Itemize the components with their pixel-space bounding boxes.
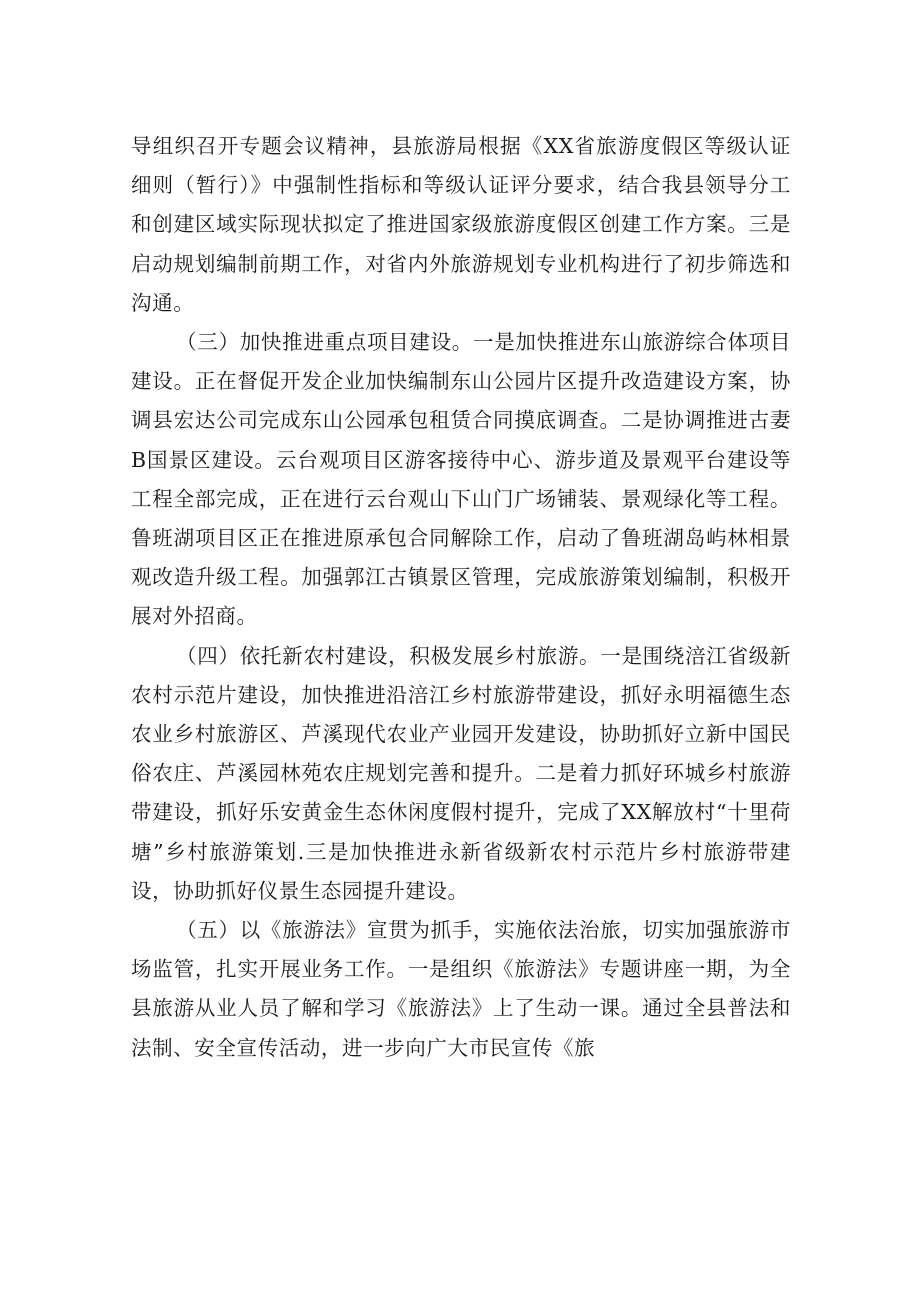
paragraph-continuation: 导组织召开专题会议精神，县旅游局根据《XX省旅游度假区等级认证细则（暂行）》中强制性指标和等级认证评分要求，结合我县领导分工和创建区域实际现状拟定了推进国家级旅游度假区创建工作方案。三是启动规划编制前期工作，对省内外旅游规划专业机构进行了初步筛选和沟通。	[131, 134, 791, 315]
body-text	[131, 127, 791, 1068]
paragraph-section-5: （五）以《旅游法》宣贯为抓手，实施依法治旅，切实加强旅游市场监管，扎实开展业务工作。一是组织《旅游法》专题讲座一期，为全县旅游从业人员了解和学习《旅游法》上了生动一课。通过全县普法和法制、安全宣传活动，进一步向广大市民宣传《旅	[131, 918, 791, 1060]
paragraph-section-3: （三）加快推进重点项目建设。一是加快推进东山旅游综合体项目建设。正在督促开发企业加快编制东山公园片区提升改造建设方案，协调县宏达公司完成东山公园承包租赁合同摸底调查。二是协调推进古妻B国景区建设。云台观项目区游客接待中心、游步道及景观平台建设等工程全部完成，正在进行云台观山下山门广场铺装、景观绿化等工程。鲁班湖项目区正在推进原承包合同解除工作，启动了鲁班湖岛屿林相景观改造升级工程。加强郭江古镇景区管理，完成旅游策划编制，积极开展对外招商。	[131, 330, 791, 629]
paragraph-section-4: （四）依托新农村建设，积极发展乡村旅游。一是围绕涪江省级新农村示范片建设，加快推进沿涪江乡村旅游带建设，抓好永明福德生态农业乡村旅游区、芦溪现代农业产业园开发建设，协助抓好立新中国民俗农庄、芦溪园林苑农庄规划完善和提升。二是着力抓好环城乡村旅游带建设，抓好乐安黄金生态休闲度假村提升，完成了XX解放村“十里荷塘”乡村旅游策划.三是加快推进永新省级新农村示范片乡村旅游带建设，协助抓好仪景生态园提升建设。	[131, 643, 791, 903]
